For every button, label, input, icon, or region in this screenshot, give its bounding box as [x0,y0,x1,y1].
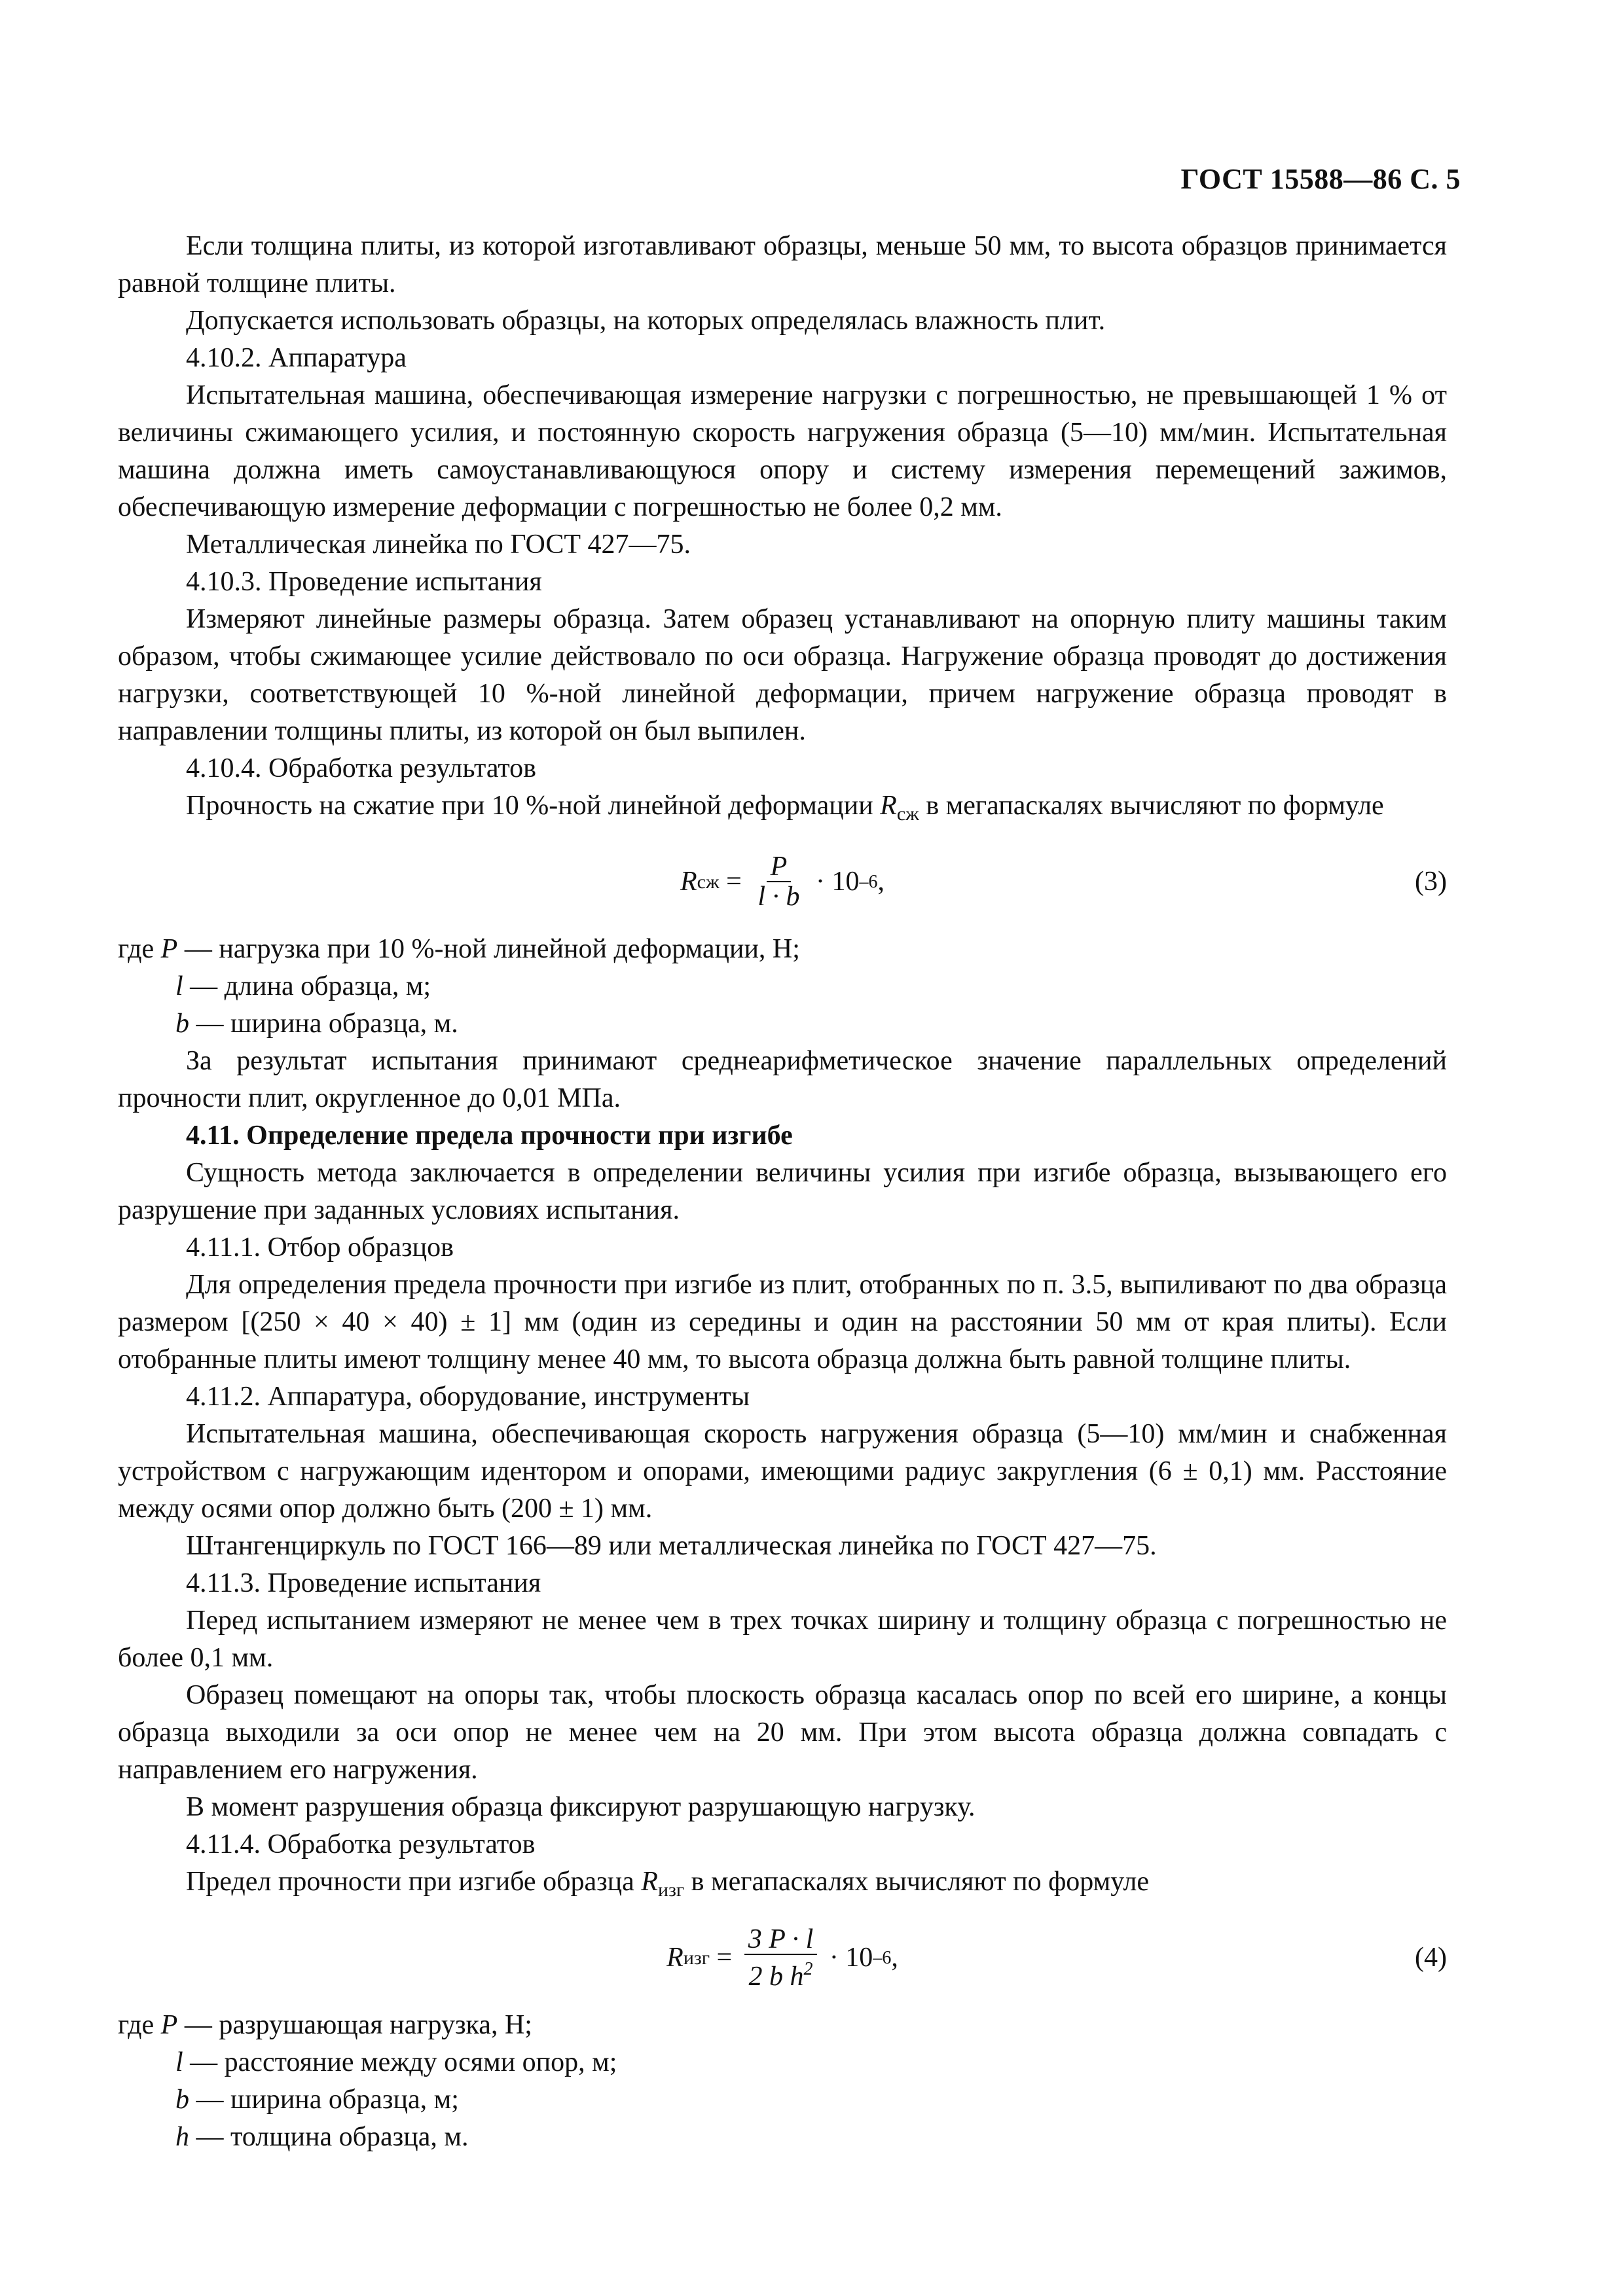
formula-number: (4) [1415,1942,1447,1973]
section-heading: 4.10.3. Проведение испытания [186,567,542,597]
variable-definitions: где P — разрушающая нагрузка, Н; l — расстояние между осями опор, м; b — ширина образца, м; h — толщина образца, м. [118,2010,617,2152]
fraction: $\frac{P}{l \cdot b}$ [757,852,800,912]
paragraph: Сущность метода заключается в определении величины усилия при изгибе образца, вызывающего его разрушение при заданных условиях испытания. [118,1158,1447,1225]
paragraph-formula-intro: Предел прочности при изгибе образца $R_{изг}$ в мегапаскалях вычисляют по формуле [186,1867,1149,1901]
section-heading: 4.10.2. Аппаратура [186,343,407,373]
page-header: ГОСТ 15588—86 С. 5 [1180,163,1461,195]
paragraph: Перед испытанием измеряют не менее чем в трех точках ширину и толщину образца с погрешностью не более 0,1 мм. [118,1605,1447,1673]
document-body [118,228,1447,2156]
section-heading: 4.11.2. Аппаратура, оборудование, инструменты [186,1382,750,1412]
fraction: $\frac{3 P \cdot l}{2 b h^2}$ [744,1925,818,1991]
paragraph: Допускается использовать образцы, на которых определялась влажность плит. [186,306,1106,336]
paragraph: Если толщина плиты, из которой изготавливают образцы, меньше 50 мм, то высота образцов принимается равной толщине плиты. [118,231,1447,298]
section-heading: 4.10.4. Обработка результатов [186,753,537,783]
paragraph: Испытательная машина, обеспечивающая измерение нагрузки с погрешностью, не превышающей 1 % от величины сжимающего усилия, и постоянную скорость нагружения образца (5—10) мм/мин. Испытательная машина должна иметь самоустанавливающуюся опору и систему измерения перемещений зажимов, обеспечивающую измерение деформации с погрешностью не более 0,2 мм. [118,380,1447,522]
paragraph: В момент разрушения образца фиксируют разрушающую нагрузку. [186,1792,976,1822]
paragraph: Штангенциркуль по ГОСТ 166—89 или металлическая линейка по ГОСТ 427—75. [186,1531,1157,1561]
paragraph: Металлическая линейка по ГОСТ 427—75. [186,529,691,560]
paragraph: Измеряют линейные размеры образца. Затем образец устанавливают на опорную плиту машины таким образом, чтобы сжимающее усилие действовало по оси образца. Нагружение образца проводят до достижения нагрузки, соответствующей 10 %-ной линейной деформации, причем нагружение образца проводят в направлении толщины плиты, из которой он был выпилен. [118,604,1447,746]
section-heading-bold: 4.11. Определение предела прочности при изгибе [186,1121,793,1151]
paragraph-formula-intro: Прочность на сжатие при 10 %-ной линейной деформации $R_{сж}$ в мегапаскалях вычисляют по формуле [186,791,1384,825]
paragraph: Испытательная машина, обеспечивающая скорость нагружения образца (5—10) мм/мин и снабженная устройством с нагружающим идентором и опорами, имеющими радиус закругления (6 ± 0,1) мм. Расстояние между осями опор должно быть (200 ± 1) мм. [118,1419,1447,1524]
section-heading: 4.11.4. Обработка результатов [186,1829,536,1859]
section-heading: 4.11.1. Отбор образцов [186,1232,454,1263]
paragraph: За результат испытания принимают среднеарифметическое значение параллельных определений прочности плит, округленное до 0,01 МПа. [118,1046,1447,1113]
section-heading: 4.11.3. Проведение испытания [186,1568,541,1598]
formula-4: R изг = $\frac{3 P \cdot l}{2 b h^2}$ · 10 –6 , (4) [118,1909,1447,2007]
paragraph: Для определения предела прочности при изгибе из плит, отобранных по п. 3.5, выпиливают по два образца размером [(250 × 40 × 40) ± 1] мм (один из середины и один на расстоянии 50 мм от края плиты). Если отобранные плиты имеют толщину менее 40 мм, то высота образца должна быть равной толщине плиты. [118,1270,1447,1374]
variable-definitions: где P — нагрузка при 10 %-ной линейной деформации, Н; l — длина образца, м; b — ширина образца, м. [118,934,800,1039]
formula-number: (3) [1415,866,1447,897]
formula-3: R сж = $\frac{P}{l \cdot b}$ · 10 –6 , (3) [118,833,1447,931]
paragraph: Образец помещают на опоры так, чтобы плоскость образца касалась опор по всей его ширине, а концы образца выходили за оси опор не менее чем на 20 мм. При этом высота образца должна совпадать с направлением его нагружения. [118,1680,1447,1785]
